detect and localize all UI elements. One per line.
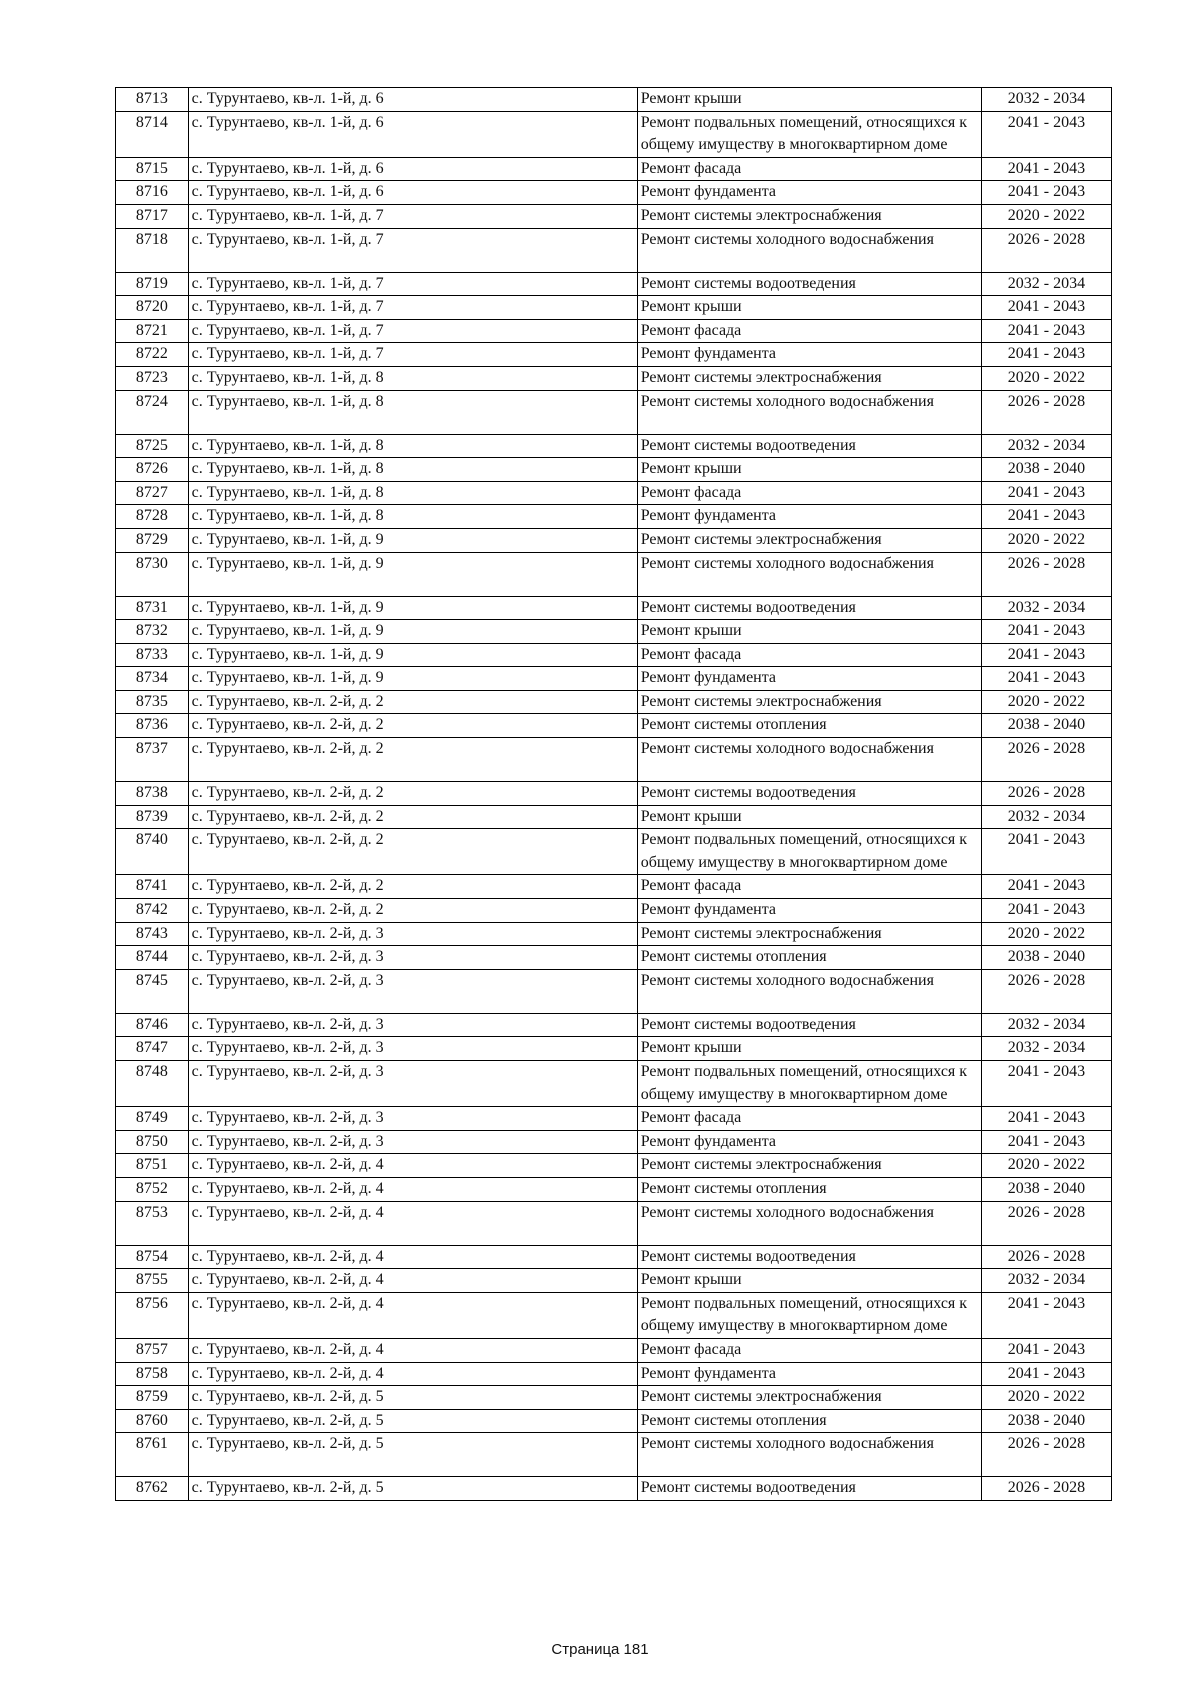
address-cell: с. Турунтаево, кв-л. 1-й, д. 7: [188, 319, 637, 343]
row-number: 8717: [116, 204, 189, 228]
address-cell: с. Турунтаево, кв-л. 1-й, д. 7: [188, 204, 637, 228]
work-type-cell: Ремонт крыши: [637, 1269, 981, 1293]
address-cell: с. Турунтаево, кв-л. 1-й, д. 9: [188, 528, 637, 552]
work-type-cell: Ремонт подвальных помещений, относящихся к общему имуществу в многоквартирном доме: [637, 829, 981, 875]
address-cell: с. Турунтаево, кв-л. 2-й, д. 4: [188, 1269, 637, 1293]
work-type-cell: Ремонт крыши: [637, 88, 981, 112]
work-type-cell: Ремонт системы электроснабжения: [637, 690, 981, 714]
period-cell: 2032 - 2034: [981, 434, 1111, 458]
row-number: 8743: [116, 922, 189, 946]
work-type-cell: Ремонт системы электроснабжения: [637, 366, 981, 390]
table-row: [116, 1177, 1112, 1201]
address-cell: с. Турунтаево, кв-л. 1-й, д. 8: [188, 505, 637, 529]
period-cell: 2026 - 2028: [981, 1201, 1111, 1245]
address-cell: с. Турунтаево, кв-л. 2-й, д. 3: [188, 1037, 637, 1061]
row-number: 8731: [116, 596, 189, 620]
period-cell: 2041 - 2043: [981, 1107, 1111, 1131]
work-type-cell: Ремонт системы холодного водоснабжения: [637, 738, 981, 782]
address-cell: с. Турунтаево, кв-л. 2-й, д. 5: [188, 1409, 637, 1433]
address-cell: с. Турунтаево, кв-л. 2-й, д. 4: [188, 1177, 637, 1201]
table-row: [116, 228, 1112, 272]
table-row: [116, 1386, 1112, 1410]
period-cell: 2038 - 2040: [981, 714, 1111, 738]
period-cell: 2041 - 2043: [981, 181, 1111, 205]
period-cell: 2026 - 2028: [981, 1477, 1111, 1501]
table-row: [116, 390, 1112, 434]
address-cell: с. Турунтаево, кв-л. 2-й, д. 2: [188, 899, 637, 923]
address-cell: с. Турунтаево, кв-л. 2-й, д. 3: [188, 969, 637, 1013]
row-number: 8750: [116, 1130, 189, 1154]
work-type-cell: Ремонт системы электроснабжения: [637, 204, 981, 228]
row-number: 8721: [116, 319, 189, 343]
address-cell: с. Турунтаево, кв-л. 1-й, д. 6: [188, 157, 637, 181]
row-number: 8744: [116, 946, 189, 970]
period-cell: 2032 - 2034: [981, 272, 1111, 296]
period-cell: 2041 - 2043: [981, 481, 1111, 505]
work-type-cell: Ремонт системы отопления: [637, 1177, 981, 1201]
table-row: [116, 157, 1112, 181]
row-number: 8730: [116, 552, 189, 596]
table-row: [116, 620, 1112, 644]
address-cell: с. Турунтаево, кв-л. 2-й, д. 2: [188, 690, 637, 714]
period-cell: 2041 - 2043: [981, 643, 1111, 667]
period-cell: 2026 - 2028: [981, 969, 1111, 1013]
period-cell: 2026 - 2028: [981, 390, 1111, 434]
period-cell: 2020 - 2022: [981, 1386, 1111, 1410]
period-cell: 2041 - 2043: [981, 319, 1111, 343]
work-type-cell: Ремонт подвальных помещений, относящихся к общему имуществу в многоквартирном доме: [637, 1061, 981, 1107]
row-number: 8745: [116, 969, 189, 1013]
period-cell: 2032 - 2034: [981, 1013, 1111, 1037]
work-type-cell: Ремонт фасада: [637, 875, 981, 899]
row-number: 8757: [116, 1338, 189, 1362]
address-cell: с. Турунтаево, кв-л. 2-й, д. 5: [188, 1477, 637, 1501]
period-cell: 2020 - 2022: [981, 204, 1111, 228]
work-type-cell: Ремонт системы холодного водоснабжения: [637, 1201, 981, 1245]
period-cell: 2038 - 2040: [981, 1409, 1111, 1433]
period-cell: 2020 - 2022: [981, 1154, 1111, 1178]
address-cell: с. Турунтаево, кв-л. 2-й, д. 2: [188, 714, 637, 738]
address-cell: с. Турунтаево, кв-л. 2-й, д. 4: [188, 1154, 637, 1178]
work-type-cell: Ремонт фундамента: [637, 667, 981, 691]
row-number: 8753: [116, 1201, 189, 1245]
row-number: 8748: [116, 1061, 189, 1107]
table-row: [116, 1338, 1112, 1362]
row-number: 8727: [116, 481, 189, 505]
address-cell: с. Турунтаево, кв-л. 1-й, д. 7: [188, 272, 637, 296]
period-cell: 2038 - 2040: [981, 1177, 1111, 1201]
table-row: [116, 343, 1112, 367]
row-number: 8740: [116, 829, 189, 875]
row-number: 8741: [116, 875, 189, 899]
period-cell: 2041 - 2043: [981, 111, 1111, 157]
address-cell: с. Турунтаево, кв-л. 2-й, д. 5: [188, 1433, 637, 1477]
address-cell: с. Турунтаево, кв-л. 1-й, д. 9: [188, 667, 637, 691]
address-cell: с. Турунтаево, кв-л. 2-й, д. 5: [188, 1386, 637, 1410]
address-cell: с. Турунтаево, кв-л. 1-й, д. 6: [188, 111, 637, 157]
work-type-cell: Ремонт системы холодного водоснабжения: [637, 390, 981, 434]
work-type-cell: Ремонт фундамента: [637, 181, 981, 205]
row-number: 8725: [116, 434, 189, 458]
period-cell: 2041 - 2043: [981, 1130, 1111, 1154]
address-cell: с. Турунтаево, кв-л. 2-й, д. 2: [188, 805, 637, 829]
period-cell: 2041 - 2043: [981, 157, 1111, 181]
work-type-cell: Ремонт фундамента: [637, 505, 981, 529]
table-row: [116, 296, 1112, 320]
work-type-cell: Ремонт фундамента: [637, 899, 981, 923]
work-type-cell: Ремонт системы водоотведения: [637, 434, 981, 458]
table-row: [116, 319, 1112, 343]
table-row: [116, 714, 1112, 738]
row-number: 8718: [116, 228, 189, 272]
work-type-cell: Ремонт системы электроснабжения: [637, 1154, 981, 1178]
address-cell: с. Турунтаево, кв-л. 1-й, д. 6: [188, 181, 637, 205]
period-cell: 2026 - 2028: [981, 738, 1111, 782]
work-type-cell: Ремонт подвальных помещений, относящихся к общему имуществу в многоквартирном доме: [637, 111, 981, 157]
work-type-cell: Ремонт системы водоотведения: [637, 596, 981, 620]
period-cell: 2032 - 2034: [981, 596, 1111, 620]
work-type-cell: Ремонт крыши: [637, 805, 981, 829]
table-row: [116, 1245, 1112, 1269]
work-type-cell: Ремонт фасада: [637, 643, 981, 667]
table-row: [116, 1154, 1112, 1178]
row-number: 8720: [116, 296, 189, 320]
address-cell: с. Турунтаево, кв-л. 2-й, д. 2: [188, 829, 637, 875]
table-row: [116, 1433, 1112, 1477]
work-type-cell: Ремонт фасада: [637, 481, 981, 505]
work-type-cell: Ремонт фундамента: [637, 1362, 981, 1386]
address-cell: с. Турунтаево, кв-л. 1-й, д. 7: [188, 228, 637, 272]
row-number: 8755: [116, 1269, 189, 1293]
address-cell: с. Турунтаево, кв-л. 1-й, д. 7: [188, 296, 637, 320]
period-cell: 2026 - 2028: [981, 552, 1111, 596]
table-row: [116, 946, 1112, 970]
table-row: [116, 528, 1112, 552]
table-body: [116, 88, 1112, 1501]
address-cell: с. Турунтаево, кв-л. 2-й, д. 3: [188, 922, 637, 946]
table-row: [116, 969, 1112, 1013]
address-cell: с. Турунтаево, кв-л. 2-й, д. 4: [188, 1362, 637, 1386]
table-row: [116, 1362, 1112, 1386]
row-number: 8723: [116, 366, 189, 390]
row-number: 8733: [116, 643, 189, 667]
page-number: Страница 181: [551, 1641, 649, 1658]
row-number: 8724: [116, 390, 189, 434]
period-cell: 2032 - 2034: [981, 88, 1111, 112]
row-number: 8735: [116, 690, 189, 714]
period-cell: 2041 - 2043: [981, 1061, 1111, 1107]
row-number: 8754: [116, 1245, 189, 1269]
work-type-cell: Ремонт фасада: [637, 1107, 981, 1131]
address-cell: с. Турунтаево, кв-л. 1-й, д. 8: [188, 366, 637, 390]
address-cell: с. Турунтаево, кв-л. 2-й, д. 3: [188, 1107, 637, 1131]
row-number: 8739: [116, 805, 189, 829]
table-row: [116, 782, 1112, 806]
period-cell: 2041 - 2043: [981, 620, 1111, 644]
table-row: [116, 204, 1112, 228]
table-row: [116, 552, 1112, 596]
row-number: 8732: [116, 620, 189, 644]
work-type-cell: Ремонт системы водоотведения: [637, 782, 981, 806]
table-row: [116, 366, 1112, 390]
period-cell: 2026 - 2028: [981, 1245, 1111, 1269]
period-cell: 2041 - 2043: [981, 505, 1111, 529]
period-cell: 2038 - 2040: [981, 458, 1111, 482]
period-cell: 2026 - 2028: [981, 782, 1111, 806]
table-row: [116, 805, 1112, 829]
address-cell: с. Турунтаево, кв-л. 2-й, д. 2: [188, 875, 637, 899]
period-cell: 2032 - 2034: [981, 805, 1111, 829]
table-row: [116, 690, 1112, 714]
table-row: [116, 181, 1112, 205]
row-number: 8761: [116, 1433, 189, 1477]
address-cell: с. Турунтаево, кв-л. 1-й, д. 8: [188, 434, 637, 458]
work-type-cell: Ремонт системы водоотведения: [637, 1245, 981, 1269]
row-number: 8726: [116, 458, 189, 482]
work-type-cell: Ремонт подвальных помещений, относящихся к общему имуществу в многоквартирном доме: [637, 1292, 981, 1338]
work-type-cell: Ремонт системы водоотведения: [637, 1477, 981, 1501]
work-type-cell: Ремонт крыши: [637, 1037, 981, 1061]
table-row: [116, 88, 1112, 112]
period-cell: 2041 - 2043: [981, 1292, 1111, 1338]
period-cell: 2026 - 2028: [981, 1433, 1111, 1477]
work-type-cell: Ремонт крыши: [637, 296, 981, 320]
table-row: [116, 738, 1112, 782]
table-row: [116, 458, 1112, 482]
table-row: [116, 1130, 1112, 1154]
work-type-cell: Ремонт системы электроснабжения: [637, 528, 981, 552]
row-number: 8756: [116, 1292, 189, 1338]
table-row: [116, 667, 1112, 691]
address-cell: с. Турунтаево, кв-л. 1-й, д. 6: [188, 88, 637, 112]
table-row: [116, 899, 1112, 923]
table-row: [116, 596, 1112, 620]
work-type-cell: Ремонт системы электроснабжения: [637, 922, 981, 946]
work-type-cell: Ремонт системы водоотведения: [637, 272, 981, 296]
work-type-cell: Ремонт фасада: [637, 1338, 981, 1362]
address-cell: с. Турунтаево, кв-л. 2-й, д. 3: [188, 1061, 637, 1107]
row-number: 8715: [116, 157, 189, 181]
row-number: 8742: [116, 899, 189, 923]
address-cell: с. Турунтаево, кв-л. 2-й, д. 3: [188, 1013, 637, 1037]
table-row: [116, 829, 1112, 875]
row-number: 8713: [116, 88, 189, 112]
row-number: 8728: [116, 505, 189, 529]
period-cell: 2041 - 2043: [981, 343, 1111, 367]
work-type-cell: Ремонт системы холодного водоснабжения: [637, 1433, 981, 1477]
row-number: 8747: [116, 1037, 189, 1061]
work-type-cell: Ремонт фундамента: [637, 343, 981, 367]
row-number: 8722: [116, 343, 189, 367]
address-cell: с. Турунтаево, кв-л. 2-й, д. 4: [188, 1245, 637, 1269]
table-row: [116, 1269, 1112, 1293]
period-cell: 2038 - 2040: [981, 946, 1111, 970]
row-number: 8752: [116, 1177, 189, 1201]
row-number: 8758: [116, 1362, 189, 1386]
work-type-cell: Ремонт крыши: [637, 620, 981, 644]
row-number: 8759: [116, 1386, 189, 1410]
table-row: [116, 481, 1112, 505]
row-number: 8719: [116, 272, 189, 296]
work-type-cell: Ремонт системы холодного водоснабжения: [637, 552, 981, 596]
period-cell: 2020 - 2022: [981, 366, 1111, 390]
period-cell: 2041 - 2043: [981, 1338, 1111, 1362]
address-cell: с. Турунтаево, кв-л. 2-й, д. 3: [188, 946, 637, 970]
row-number: 8746: [116, 1013, 189, 1037]
address-cell: с. Турунтаево, кв-л. 2-й, д. 2: [188, 738, 637, 782]
table-row: [116, 1107, 1112, 1131]
repair-schedule-table: [115, 87, 1112, 1501]
work-type-cell: Ремонт крыши: [637, 458, 981, 482]
work-type-cell: Ремонт системы холодного водоснабжения: [637, 969, 981, 1013]
period-cell: 2041 - 2043: [981, 296, 1111, 320]
period-cell: 2020 - 2022: [981, 528, 1111, 552]
row-number: 8749: [116, 1107, 189, 1131]
address-cell: с. Турунтаево, кв-л. 1-й, д. 9: [188, 552, 637, 596]
period-cell: 2041 - 2043: [981, 667, 1111, 691]
table-row: [116, 1292, 1112, 1338]
table-row: [116, 111, 1112, 157]
period-cell: 2020 - 2022: [981, 922, 1111, 946]
work-type-cell: Ремонт фасада: [637, 157, 981, 181]
work-type-cell: Ремонт системы отопления: [637, 714, 981, 738]
table-row: [116, 505, 1112, 529]
table-row: [116, 1201, 1112, 1245]
work-type-cell: Ремонт фундамента: [637, 1130, 981, 1154]
work-type-cell: Ремонт системы отопления: [637, 946, 981, 970]
work-type-cell: Ремонт системы электроснабжения: [637, 1386, 981, 1410]
table-row: [116, 922, 1112, 946]
address-cell: с. Турунтаево, кв-л. 1-й, д. 7: [188, 343, 637, 367]
row-number: 8734: [116, 667, 189, 691]
period-cell: 2032 - 2034: [981, 1037, 1111, 1061]
address-cell: с. Турунтаево, кв-л. 2-й, д. 4: [188, 1201, 637, 1245]
work-type-cell: Ремонт системы холодного водоснабжения: [637, 228, 981, 272]
row-number: 8762: [116, 1477, 189, 1501]
table-row: [116, 1477, 1112, 1501]
address-cell: с. Турунтаево, кв-л. 1-й, д. 8: [188, 458, 637, 482]
table-row: [116, 272, 1112, 296]
table-row: [116, 1409, 1112, 1433]
table-row: [116, 1037, 1112, 1061]
row-number: 8751: [116, 1154, 189, 1178]
row-number: 8738: [116, 782, 189, 806]
table-row: [116, 643, 1112, 667]
row-number: 8760: [116, 1409, 189, 1433]
row-number: 8737: [116, 738, 189, 782]
address-cell: с. Турунтаево, кв-л. 1-й, д. 8: [188, 390, 637, 434]
address-cell: с. Турунтаево, кв-л. 1-й, д. 9: [188, 620, 637, 644]
work-type-cell: Ремонт системы водоотведения: [637, 1013, 981, 1037]
table-row: [116, 875, 1112, 899]
period-cell: 2041 - 2043: [981, 875, 1111, 899]
address-cell: с. Турунтаево, кв-л. 2-й, д. 4: [188, 1292, 637, 1338]
table-row: [116, 1013, 1112, 1037]
work-type-cell: Ремонт системы отопления: [637, 1409, 981, 1433]
row-number: 8729: [116, 528, 189, 552]
work-type-cell: Ремонт фасада: [637, 319, 981, 343]
table-row: [116, 1061, 1112, 1107]
period-cell: 2041 - 2043: [981, 829, 1111, 875]
period-cell: 2041 - 2043: [981, 899, 1111, 923]
row-number: 8714: [116, 111, 189, 157]
period-cell: 2041 - 2043: [981, 1362, 1111, 1386]
period-cell: 2032 - 2034: [981, 1269, 1111, 1293]
address-cell: с. Турунтаево, кв-л. 2-й, д. 2: [188, 782, 637, 806]
row-number: 8716: [116, 181, 189, 205]
period-cell: 2020 - 2022: [981, 690, 1111, 714]
table-row: [116, 434, 1112, 458]
address-cell: с. Турунтаево, кв-л. 1-й, д. 9: [188, 596, 637, 620]
address-cell: с. Турунтаево, кв-л. 1-й, д. 9: [188, 643, 637, 667]
period-cell: 2026 - 2028: [981, 228, 1111, 272]
address-cell: с. Турунтаево, кв-л. 2-й, д. 3: [188, 1130, 637, 1154]
address-cell: с. Турунтаево, кв-л. 1-й, д. 8: [188, 481, 637, 505]
row-number: 8736: [116, 714, 189, 738]
address-cell: с. Турунтаево, кв-л. 2-й, д. 4: [188, 1338, 637, 1362]
